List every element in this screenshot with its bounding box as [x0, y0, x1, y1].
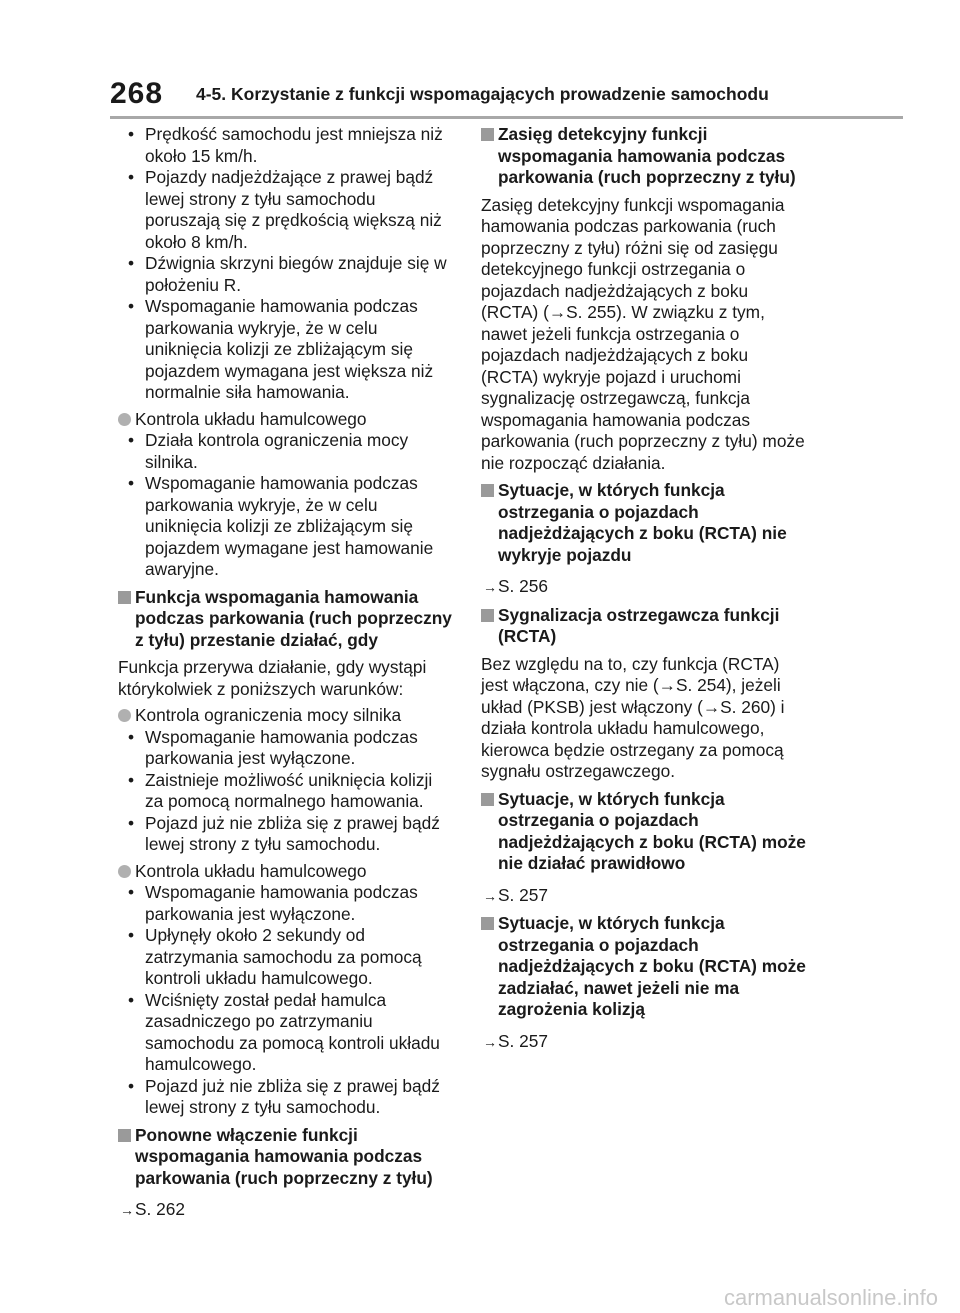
section-heading: Zasięg detekcyjny funkcji wspomagania hamowania podczas parkowania (ruch poprzeczny z tyłu) — [481, 124, 806, 189]
list-item: • Upłynęły około 2 sekundy od zatrzymania samochodu za pomocą kontroli układu hamulcowego. — [118, 925, 453, 990]
left-column — [118, 124, 453, 1222]
paragraph: Bez względu na to, czy funkcja (RCTA) jest włączona, czy nie (→S. 254), jeżeli układ (PKSB) jest włączony (→S. 260) i działa kontrola układu hamulcowego, kierowca będzie ostrzegany za pomocą sygnału ostrzegawczego. — [481, 653, 785, 781]
section-heading: Sytuacje, w których funkcja ostrzegania o pojazdach nadjeżdżających z boku (RCTA) może nie działać prawidłowo — [481, 789, 806, 875]
list-item: • Pojazd już nie zbliża się z prawej bądź lewej strony z tyłu samochodu. — [118, 1076, 453, 1119]
arrow-icon: → — [483, 579, 497, 595]
section-heading: Funkcja wspomagania hamowania podczas parkowania (ruch poprzeczny z tyłu) przestanie działać, gdy — [118, 587, 453, 652]
watermark: carmanualsonline.info — [723, 1285, 938, 1310]
page-reference-text: S. 257 — [498, 884, 548, 905]
page-number: 268 — [110, 77, 164, 110]
page-reference-text: S. 256 — [498, 576, 548, 596]
list-item: • Dźwignia skrzyni biegów znajduje się w położeniu R. — [118, 253, 453, 296]
page-reference[interactable] — [481, 576, 806, 599]
right-column — [481, 124, 806, 1053]
chapter-title: 4-5. Korzystanie z funkcji wspomagających prowadzenie samochodu — [196, 84, 769, 104]
list-item: • Pojazd już nie zbliża się z prawej bądź lewej strony z tyłu samochodu. — [118, 813, 453, 856]
list-item: • Zaistnieje możliwość uniknięcia kolizji za pomocą normalnego hamowania. — [118, 770, 453, 813]
list-item: • Wspomaganie hamowania podczas parkowania jest wyłączone. — [118, 882, 453, 925]
list-item: • Działa kontrola ograniczenia mocy silnika. — [118, 430, 453, 473]
arrow-icon: → — [483, 1033, 497, 1050]
section-heading: Sygnalizacja ostrzegawcza funkcji (RCTA) — [481, 605, 806, 648]
section-heading: Sytuacje, w których funkcja ostrzegania o pojazdach nadjeżdżających z boku (RCTA) nie wykryje pojazdu — [481, 480, 806, 566]
section-heading: Sytuacje, w których funkcja ostrzegania o pojazdach nadjeżdżających z boku (RCTA) może zadziałać, nawet jeżeli nie ma zagrożenia kolizją — [481, 913, 806, 1021]
subsection-label: Kontrola układu hamulcowego — [118, 861, 453, 883]
page-header — [110, 74, 900, 114]
subsection-label: Kontrola układu hamulcowego — [118, 409, 453, 431]
page-reference[interactable] — [118, 1199, 453, 1222]
header-divider — [110, 116, 903, 119]
paragraph: Funkcja przerywa działanie, gdy wystąpi którykolwiek z poniższych warunków: — [118, 657, 427, 699]
list-item: • Wspomaganie hamowania podczas parkowania jest wyłączone. — [118, 727, 453, 770]
page-reference[interactable] — [481, 1031, 806, 1054]
page-reference-text: S. 257 — [498, 1030, 548, 1051]
paragraph: Zasięg detekcyjny funkcji wspomagania hamowania podczas parkowania (ruch poprzeczny z tyłu) różni się od zasięgu detekcyjnego funkcji ostrzegania o pojazdach nadjeżdżających z boku (RCTA) (→S. 255). W związku z tym, nawet jeżeli funkcja ostrzegania o pojazdach nadjeżdżających z boku (RCTA) wykryje pojazd i uruchomi sygnalizację ostrzegawczą, funkcja wspomagania hamowania podczas parkowania (ruch poprzeczny z tyłu) może nie rozpocząć działania. — [481, 194, 805, 473]
arrow-icon: → — [120, 1202, 134, 1218]
list-item: • Wspomaganie hamowania podczas parkowania wykryje, że w celu uniknięcia kolizji ze zbliżającym się pojazdem wymagane jest hamowanie awaryjne. — [118, 473, 453, 581]
list-item: • Pojazdy nadjeżdżające z prawej bądź lewej strony z tyłu samochodu poruszają się z prędkością większą niż około 8 km/h. — [118, 167, 453, 253]
list-item: • Wciśnięty został pedał hamulca zasadniczego po zatrzymaniu samochodu za pomocą kontroli układu hamulcowego. — [118, 990, 453, 1076]
page-reference[interactable] — [481, 885, 806, 908]
page-reference-text: S. 262 — [135, 1199, 185, 1219]
list-item: • Prędkość samochodu jest mniejsza niż około 15 km/h. — [118, 124, 453, 167]
list-item: • Wspomaganie hamowania podczas parkowania wykryje, że w celu uniknięcia kolizji ze zbliżającym się pojazdem wymagana jest większa niż normalnie siła hamowania. — [118, 296, 453, 404]
section-heading: Ponowne włączenie funkcji wspomagania hamowania podczas parkowania (ruch poprzeczny z tyłu) — [118, 1125, 453, 1190]
arrow-icon: → — [483, 887, 497, 904]
subsection-label: Kontrola ograniczenia mocy silnika — [118, 705, 453, 727]
